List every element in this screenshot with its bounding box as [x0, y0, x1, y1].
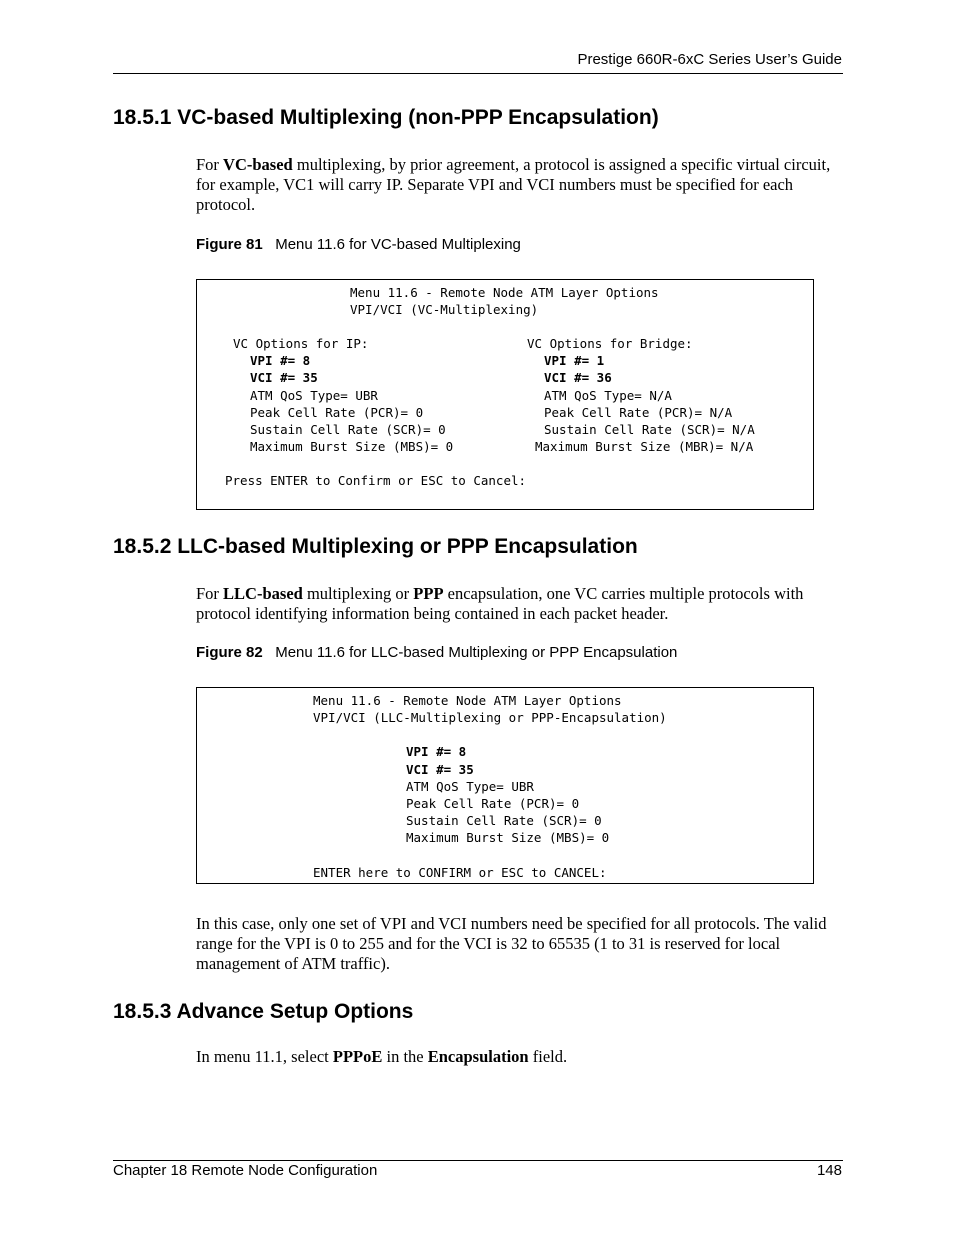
vpi-vci-range-paragraph: In this case, only one set of VPI and VCI numbers need be specified for all protocols. The valid range for the VPI is 0 to 255 and for the VCI is 32 to 65535 (1 to 31 is reserved for local management of ATM traffic).: [196, 914, 827, 973]
bridge-peak-cell-rate: Peak Cell Rate (PCR)= N/A: [544, 405, 733, 420]
sustain-cell-rate: Sustain Cell Rate (SCR)= 0: [406, 813, 602, 828]
ip-maximum-burst-size: Maximum Burst Size (MBS)= 0: [250, 439, 454, 454]
ip-peak-cell-rate: Peak Cell Rate (PCR)= 0: [250, 405, 424, 420]
bold-term-encapsulation: Encapsulation: [427, 1047, 529, 1066]
screen-subtitle: VPI/VCI (LLC-Multiplexing or PPP-Encapsulation): [313, 710, 667, 725]
ip-vpi-field: VPI #= 8: [250, 353, 311, 368]
bold-term-vc-based: VC-based: [223, 155, 293, 174]
bridge-qos-type: ATM QoS Type= N/A: [544, 388, 672, 403]
maximum-burst-size: Maximum Burst Size (MBS)= 0: [406, 830, 610, 845]
menu-screen-figure-82: [196, 687, 814, 884]
figure-81-caption: [196, 236, 521, 253]
section-18-5-3-paragraph: [196, 1047, 846, 1067]
bridge-vpi-field: VPI #= 1: [544, 353, 605, 368]
figure-82-caption: [196, 644, 677, 661]
text-run: field.: [528, 1047, 568, 1066]
text-run: For: [196, 155, 224, 174]
bold-term-llc-based: LLC-based: [223, 584, 303, 603]
figure-title: Menu 11.6 for VC-based Multiplexing: [275, 236, 521, 253]
screen-title: Menu 11.6 - Remote Node ATM Layer Options: [350, 285, 659, 300]
figure-number: Figure 81: [196, 236, 263, 253]
screen-subtitle: VPI/VCI (VC-Multiplexing): [350, 302, 539, 317]
bridge-sustain-cell-rate: Sustain Cell Rate (SCR)= N/A: [544, 422, 755, 437]
section-18-5-1-paragraph: [196, 155, 846, 215]
text-run: In menu 11.1, select: [196, 1047, 333, 1066]
ip-options-header: VC Options for IP:: [233, 336, 369, 351]
bold-term-ppp: PPP: [413, 584, 444, 603]
figure-number: Figure 82: [196, 644, 263, 661]
vci-field: VCI #= 35: [406, 762, 474, 777]
menu-screen-figure-81: [196, 279, 814, 510]
footer-chapter: Chapter 18 Remote Node Configuration: [113, 1162, 378, 1179]
peak-cell-rate: Peak Cell Rate (PCR)= 0: [406, 796, 580, 811]
screen-title: Menu 11.6 - Remote Node ATM Layer Options: [313, 693, 622, 708]
footer-rule: [113, 1160, 843, 1161]
confirm-prompt: Press ENTER to Confirm or ESC to Cancel:: [225, 473, 527, 488]
running-header: Prestige 660R-6xC Series User’s Guide: [577, 51, 842, 68]
section-18-5-2-paragraph: [196, 584, 846, 624]
ip-vci-field: VCI #= 35: [250, 370, 318, 385]
bridge-options-header: VC Options for Bridge:: [527, 336, 693, 351]
text-run: multiplexing or: [302, 584, 414, 603]
section-heading-18-5-1: 18.5.1 VC-based Multiplexing (non-PPP Encapsulation): [113, 106, 659, 129]
text-run: encapsulation, one VC carries multiple protocols with protocol identifying information being contained in each packet header.: [196, 584, 804, 623]
confirm-prompt: ENTER here to CONFIRM or ESC to CANCEL:: [313, 865, 607, 880]
vpi-field: VPI #= 8: [406, 744, 467, 759]
text-run: For: [196, 584, 224, 603]
ip-qos-type: ATM QoS Type= UBR: [250, 388, 378, 403]
page-number: 148: [816, 1162, 842, 1179]
bold-term-pppoe: PPPoE: [332, 1047, 383, 1066]
section-heading-18-5-2: 18.5.2 LLC-based Multiplexing or PPP Encapsulation: [113, 535, 638, 558]
text-run: in the: [382, 1047, 428, 1066]
header-rule: [113, 73, 843, 74]
ip-sustain-cell-rate: Sustain Cell Rate (SCR)= 0: [250, 422, 446, 437]
qos-type: ATM QoS Type= UBR: [406, 779, 534, 794]
figure-title: Menu 11.6 for LLC-based Multiplexing or PPP Encapsulation: [275, 644, 678, 661]
bridge-maximum-burst-size: Maximum Burst Size (MBR)= N/A: [535, 439, 754, 454]
bridge-vci-field: VCI #= 36: [544, 370, 612, 385]
text-run: multiplexing, by prior agreement, a protocol is assigned a specific virtual circuit, for example, VC1 will carry IP. Separate VPI and VCI numbers must be specified for each protocol.: [196, 155, 831, 214]
section-heading-18-5-3: 18.5.3 Advance Setup Options: [113, 1000, 414, 1023]
